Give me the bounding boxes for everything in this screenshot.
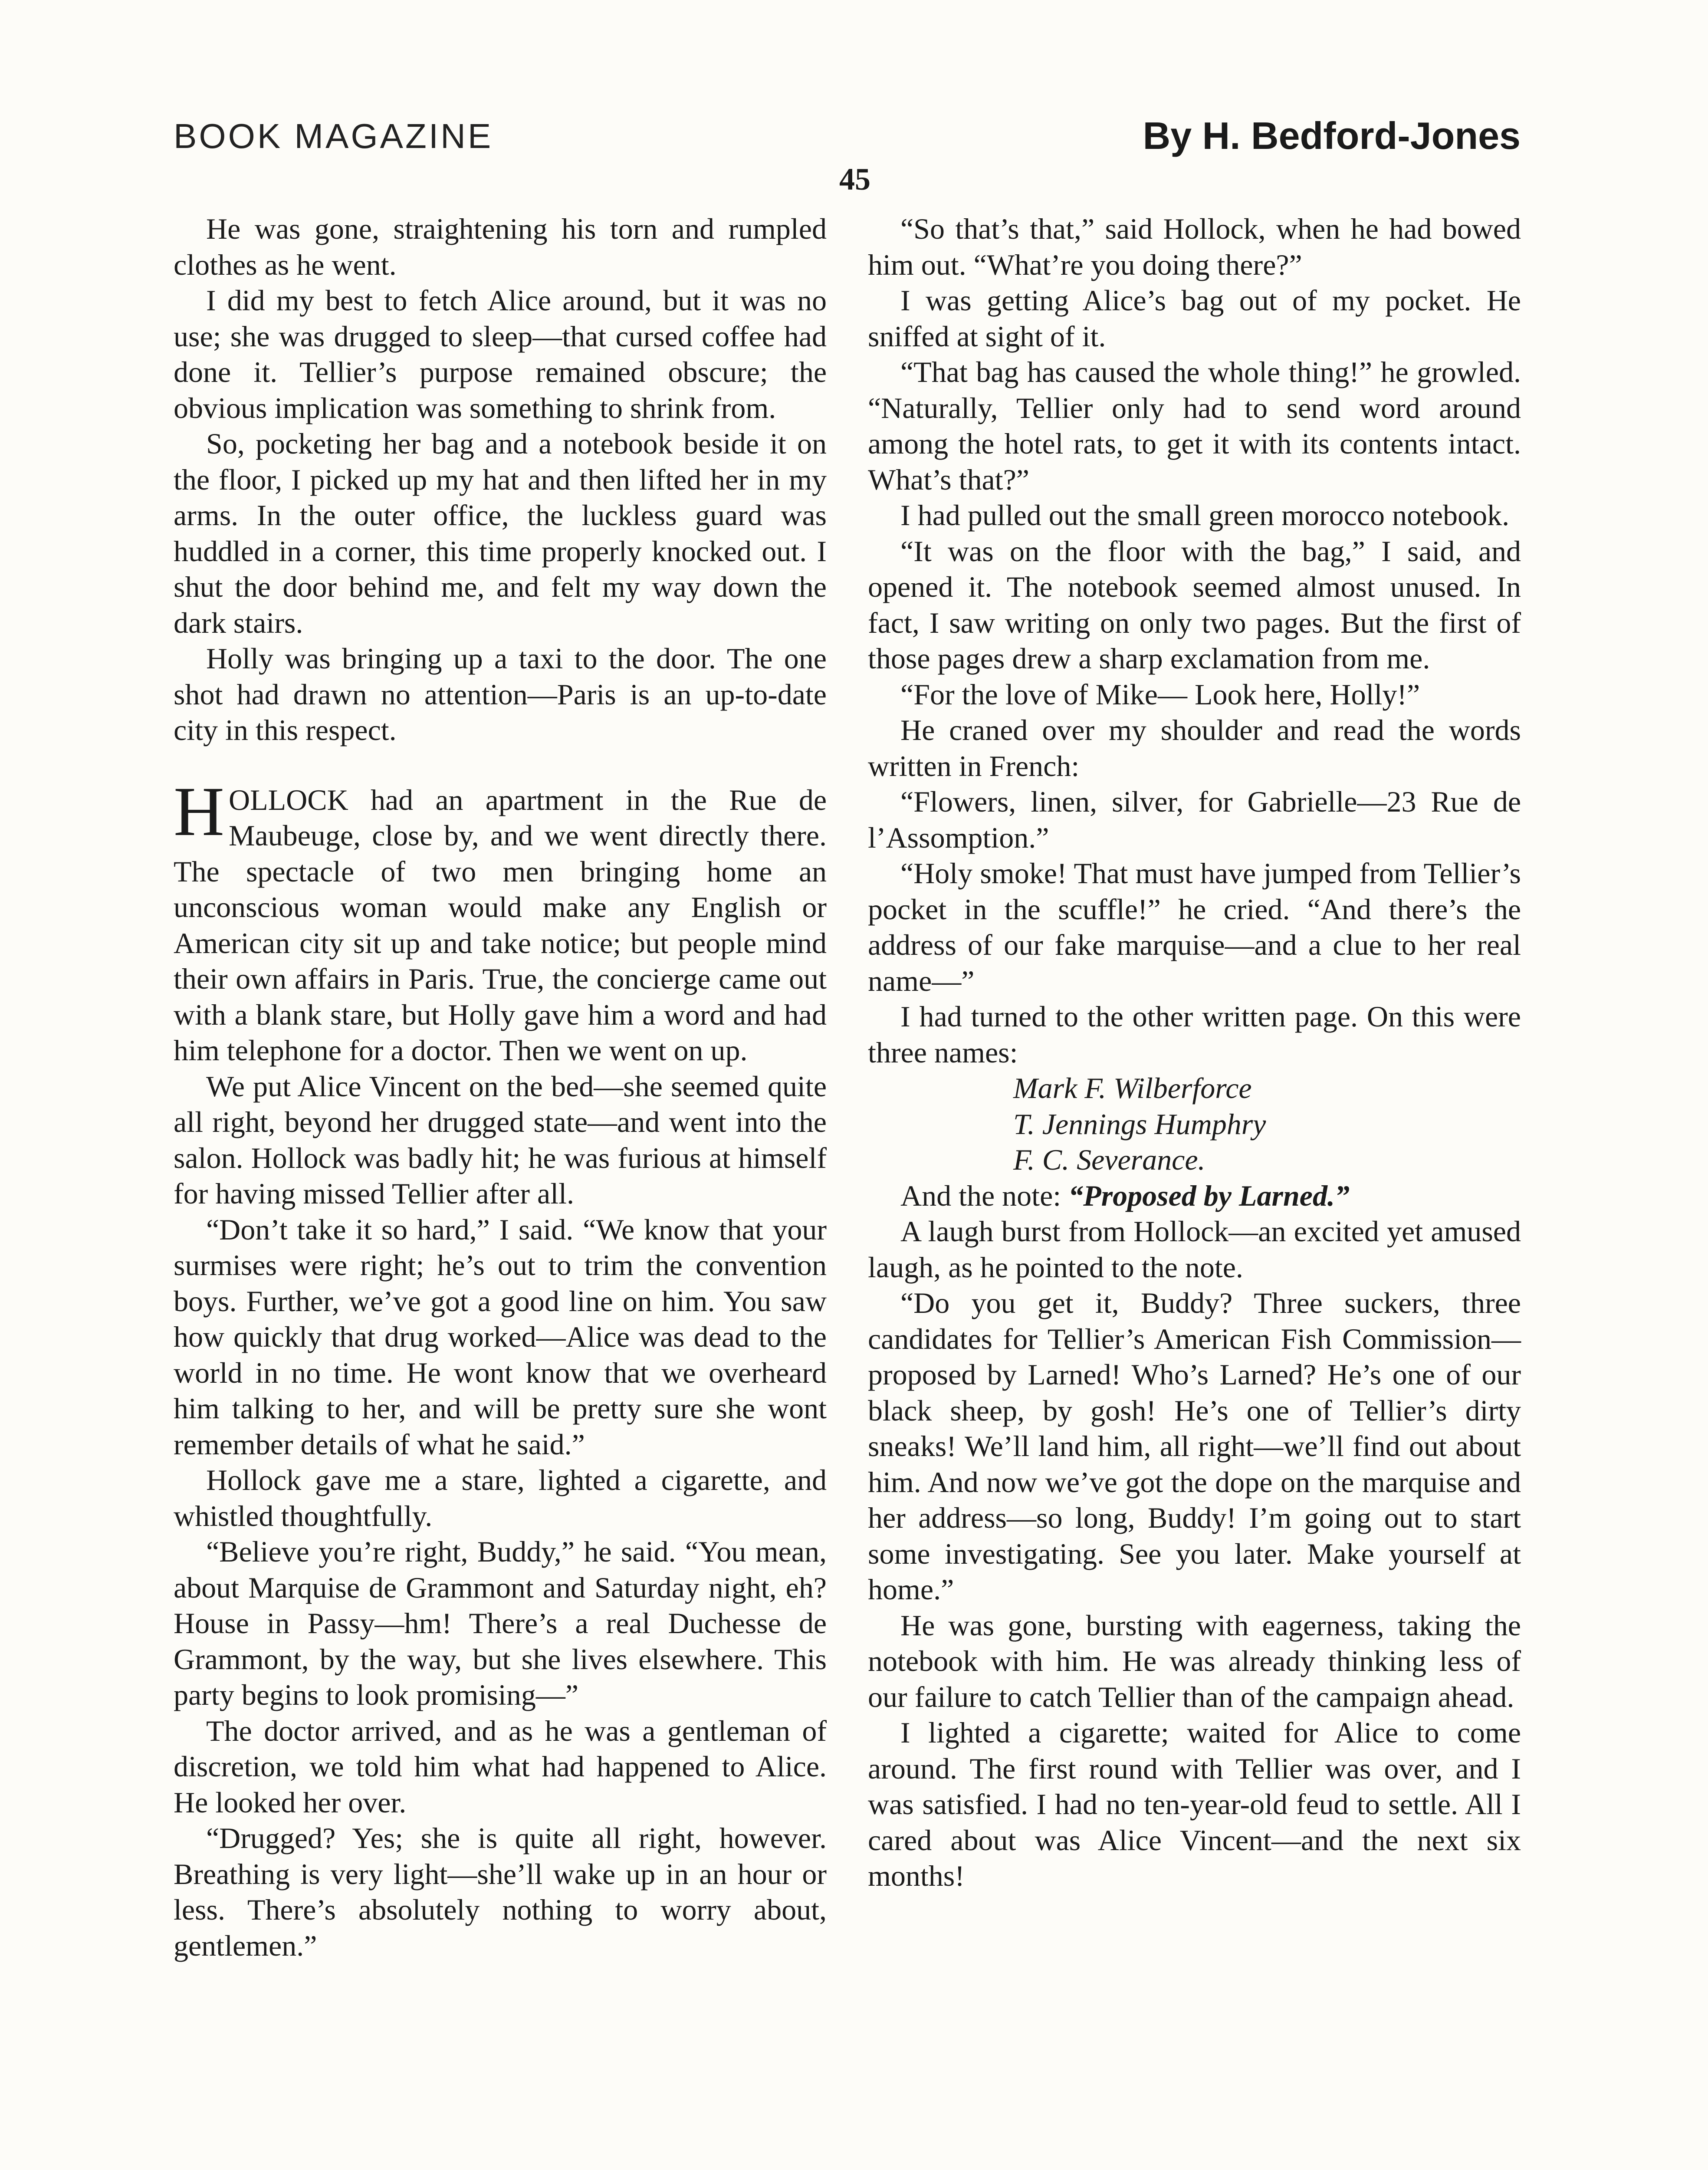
note-lead: And the note: xyxy=(900,1179,1069,1212)
paragraph: “Do you get it, Buddy? Three suckers, three candidates for Tellier’s American Fish Commission—proposed by Larned! Who’s Larned? He’s one of our black sheep, by gosh! He’s one of Tellier’s dirty sneaks! We’ll land him, all right—we’ll find out about him. And now we’ve got the dope on the marquise and her address—so long, Buddy! I’m going out to start some investigating. See you later. Make yourself at home.” xyxy=(868,1286,1521,1606)
paragraph: Hollock gave me a stare, lighted a cigarette, and whistled thoughtfully. xyxy=(174,1463,827,1532)
paragraph: “Flowers, linen, silver, for Gabrielle—23 Rue de l’Assomption.” xyxy=(868,785,1521,854)
paragraph: “Don’t take it so hard,” I said. “We know that your surmises were right; he’s out to trim the convention boys. Further, we’ve got a good line on him. You saw how quickly that drug worked—Alice was dead to the world in no time. He wont know that we overheard him talking to her, and will be pretty sure she wont remember details of what he said.” xyxy=(174,1213,827,1461)
drop-cap: H xyxy=(174,773,224,851)
paragraph-text: OLLOCK had an apartment in the Rue de Maubeuge, close by, and we went directly there. The spectacle of two men bringing home an unconscious woman would make any English or American city sit up and take notice; but people mind their own affairs in Paris. True, the concierge came out with a blank stare, but Holly gave him a word and had him telephone for a doctor. Then we went on up. xyxy=(174,783,827,1067)
name-item: F. C. Severance. xyxy=(1013,1143,1205,1176)
right-column xyxy=(868,211,1521,1894)
paragraph: I had pulled out the small green morocco notebook. xyxy=(900,499,1510,532)
paragraph: I did my best to fetch Alice around, but it was no use; she was drugged to sleep—that cursed coffee had done it. Tellier’s purpose remained obscure; the obvious implication was something to shrink from. xyxy=(174,284,827,424)
left-column xyxy=(174,211,827,1963)
paragraph: I had turned to the other written page. On this were three names: xyxy=(868,1000,1521,1069)
paragraph: He was gone, bursting with eagerness, taking the notebook with him. He was already thinking less of our failure to catch Tellier than of the campaign ahead. xyxy=(868,1608,1521,1713)
paragraph: The doctor arrived, and as he was a gentleman of discretion, we told him what had happened to Alice. He looked her over. xyxy=(174,1714,827,1819)
paragraph: “That bag has caused the whole thing!” he growled. “Naturally, Tellier only had to send word around among the hotel rats, to get it with its contents intact. What’s that?” xyxy=(868,355,1521,496)
paragraph: So, pocketing her bag and a notebook beside it on the floor, I picked up my hat and then lifted her in my arms. In the outer office, the luckless guard was huddled in a corner, this time properly knocked out. I shut the door behind me, and felt my way down the dark stairs. xyxy=(174,427,827,639)
paragraph: He was gone, straightening his torn and rumpled clothes as he went. xyxy=(174,212,827,281)
paragraph: “Holy smoke! That must have jumped from Tellier’s pocket in the scuffle!” he cried. “And there’s the address of our fake marquise—and a clue to her real name—” xyxy=(868,857,1521,997)
paragraph: “So that’s that,” said Hollock, when he had bowed him out. “What’re you doing there?” xyxy=(868,212,1521,281)
dropcap-paragraph xyxy=(174,773,827,1069)
paragraph: Holly was bringing up a taxi to the door. The one shot had drawn no attention—Paris is an up-to-date city in this respect. xyxy=(174,642,827,746)
name-item: Mark F. Wilberforce xyxy=(1013,1072,1252,1105)
paragraph: “For the love of Mike— Look here, Holly!” xyxy=(900,677,1420,711)
paragraph: I was getting Alice’s bag out of my pocket. He sniffed at sight of it. xyxy=(868,284,1521,353)
note-paragraph xyxy=(868,1178,1521,1214)
note-quote: “Proposed by Larned.” xyxy=(1068,1179,1350,1212)
names-list xyxy=(868,1070,1521,1178)
paragraph: “Drugged? Yes; she is quite all right, however. Breathing is very light—she’ll wake up in an hour or less. There’s absolutely nothing to worry about, gentlemen.” xyxy=(174,1821,827,1962)
paragraph: “It was on the floor with the bag,” I said, and opened it. The notebook seemed almost unused. In fact, I saw writing on only two pages. But the first of those pages drew a sharp exclamation from me. xyxy=(868,534,1521,675)
paragraph: We put Alice Vincent on the bed—she seemed quite all right, beyond her drugged state—and went into the salon. Hollock was badly hit; he was furious at himself for having missed Tellier after all. xyxy=(174,1069,827,1210)
page-number: 45 xyxy=(839,162,870,197)
paragraph: “Believe you’re right, Buddy,” he said. “You mean, about Marquise de Grammont and Saturday night, eh? House in Passy—hm! There’s a real Duchesse de Grammont, by the way, but she lives elsewhere. This party begins to look promising—” xyxy=(174,1535,827,1711)
name-item: T. Jennings Humphry xyxy=(1013,1107,1266,1141)
magazine-title: BOOK MAGAZINE xyxy=(174,117,493,155)
paragraph: A laugh burst from Hollock—an excited yet amused laugh, as he pointed to the note. xyxy=(868,1215,1521,1284)
author-byline: By H. Bedford-Jones xyxy=(1143,114,1521,157)
paragraph: He craned over my shoulder and read the words written in French: xyxy=(868,713,1521,783)
paragraph: I lighted a cigarette; waited for Alice to come around. The first round with Tellier was over, and I was satisfied. I had no ten-year-old feud to settle. All I cared about was Alice Vincent—and the next six months! xyxy=(868,1716,1521,1892)
section-break xyxy=(174,748,827,782)
